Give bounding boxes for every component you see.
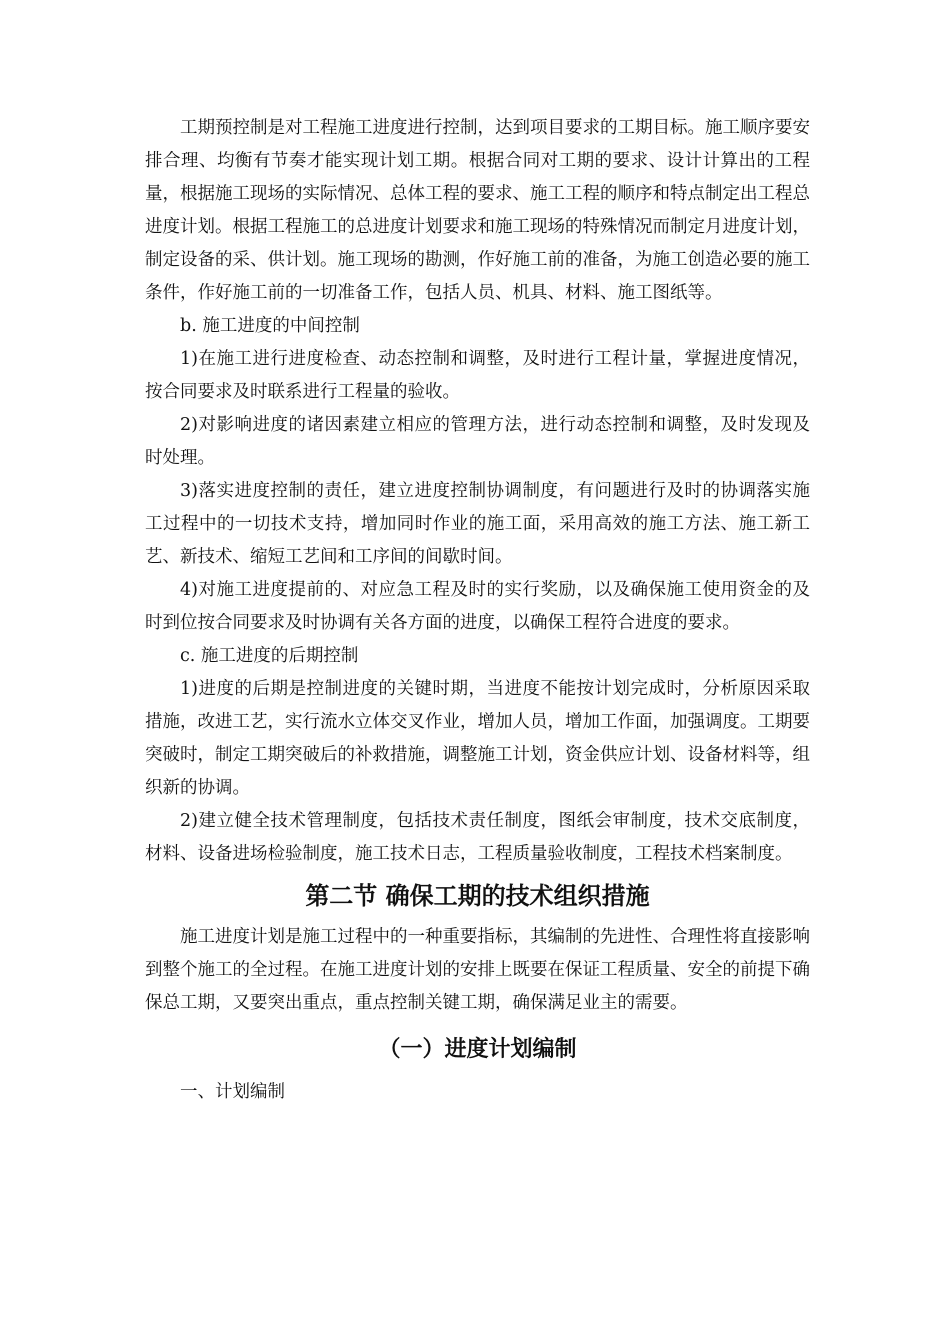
paragraph-mid-control-4: 4)对施工进度提前的、对应急工程及时的实行奖励，以及确保施工使用资金的及时到位按合同要求及时协调有关各方面的进度，以确保工程符合进度的要求。: [145, 580, 810, 633]
heading-late-control: c. 施工进度的后期控制: [180, 646, 359, 666]
list-item-plan-compilation: 一、计划编制: [180, 1082, 285, 1102]
paragraph-mid-control-1: 1)在施工进行进度检查、动态控制和调整，及时进行工程计量，掌握进度情况，按合同要求及时联系进行工程量的验收。: [145, 349, 810, 402]
paragraph-mid-control-2: 2)对影响进度的诸因素建立相应的管理方法，进行动态控制和调整，及时发现及时处理。: [145, 415, 810, 468]
subheading-schedule-planning: （一）进度计划编制: [378, 1036, 577, 1062]
paragraph-mid-control-3: 3)落实进度控制的责任，建立进度控制协调制度，有问题进行及时的协调落实施工过程中的一切技术支持，增加同时作业的施工面，采用高效的施工方法、施工新工艺、新技术、缩短工艺间和工序间的间歇时间。: [145, 481, 810, 567]
paragraph-section-intro: 施工进度计划是施工过程中的一种重要指标，其编制的先进性、合理性将直接影响到整个施工的全过程。在施工进度计划的安排上既要在保证工程质量、安全的前提下确保总工期，又要突出重点，重点控制关键工期，确保满足业主的需要。: [145, 927, 810, 1013]
paragraph-late-control-1: 1)进度的后期是控制进度的关键时期，当进度不能按计划完成时，分析原因采取措施，改进工艺，实行流水立体交叉作业，增加人员，增加工作面，加强调度。工期要突破时，制定工期突破后的补救措施，调整施工计划，资金供应计划、设备材料等，组织新的协调。: [145, 679, 810, 798]
heading-mid-control: b. 施工进度的中间控制: [180, 316, 360, 336]
paragraph-schedule-precontrol: 工期预控制是对工程施工进度进行控制，达到项目要求的工期目标。施工顺序要安排合理、均衡有节奏才能实现计划工期。根据合同对工期的要求、设计计算出的工程量，根据施工现场的实际情况、总体工程的要求、施工工程的顺序和特点制定出工程总进度计划。根据工程施工的总进度计划要求和施工现场的特殊情况而制定月进度计划，制定设备的采、供计划。施工现场的勘测，作好施工前的准备，为施工创造必要的施工条件，作好施工前的一切准备工作，包括人员、机具、材料、施工图纸等。: [145, 118, 810, 303]
document-page: [145, 112, 810, 1109]
section-title: 第二节 确保工期的技术组织措施: [305, 881, 650, 910]
paragraph-late-control-2: 2)建立健全技术管理制度，包括技术责任制度，图纸会审制度，技术交底制度，材料、设备进场检验制度，施工技术日志，工程质量验收制度，工程技术档案制度。: [145, 811, 810, 864]
